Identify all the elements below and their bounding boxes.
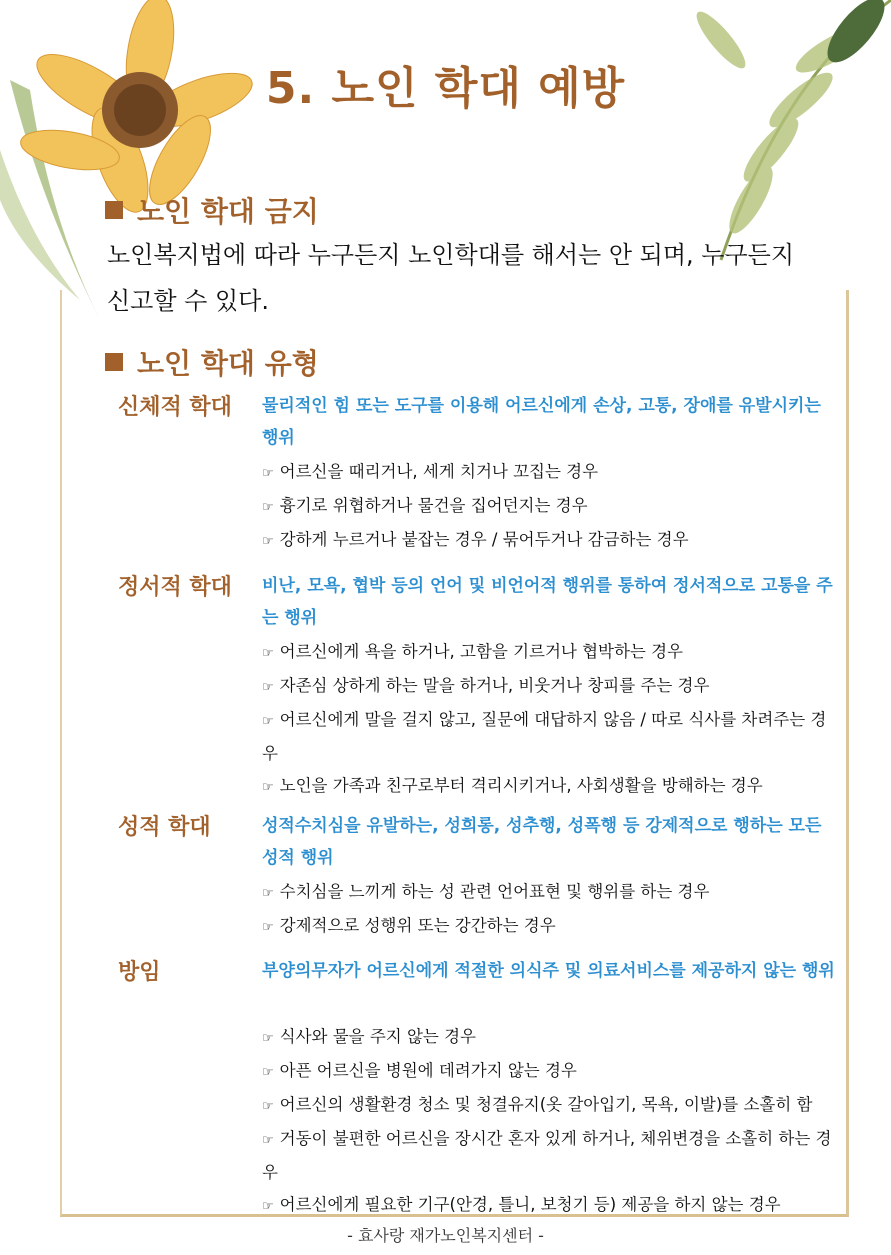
example-item <box>262 704 842 770</box>
pointing-hand-icon: ☞ <box>262 780 274 795</box>
example-item <box>262 670 842 704</box>
example-text: 어르신에게 욕을 하거나, 고함을 기르거나 협박하는 경우 <box>279 642 683 661</box>
pointing-hand-icon: ☞ <box>262 920 274 935</box>
example-text: 식사와 물을 주지 않는 경우 <box>279 1027 476 1046</box>
abuse-type-label: 신체적 학대 <box>118 395 232 420</box>
prohibition-text: 노인복지법에 따라 누구든지 노인학대를 해서는 안 되며, 누구든지 신고할 수 있다. <box>107 241 794 315</box>
example-text: 수치심을 느끼게 하는 성 관련 언어표현 및 행위를 하는 경우 <box>279 882 710 901</box>
example-item <box>262 1055 842 1089</box>
example-item <box>262 1089 842 1123</box>
example-list <box>262 636 842 804</box>
square-bullet-icon <box>105 353 123 371</box>
pointing-hand-icon: ☞ <box>262 680 274 695</box>
example-item <box>262 490 842 524</box>
example-item <box>262 1189 842 1223</box>
example-item <box>262 1123 842 1189</box>
pointing-hand-icon: ☞ <box>262 714 274 729</box>
example-text: 어르신의 생활환경 청소 및 청결유지(옷 갈아입기, 목욕, 이발)를 소홀히 함 <box>279 1095 813 1114</box>
example-text: 강제적으로 성행위 또는 강간하는 경우 <box>279 916 556 935</box>
pointing-hand-icon: ☞ <box>262 886 274 901</box>
example-item <box>262 636 842 670</box>
pointing-hand-icon: ☞ <box>262 466 274 481</box>
section-heading-types <box>105 342 319 382</box>
example-text: 강하게 누르거나 붙잡는 경우 / 묶어두거나 감금하는 경우 <box>279 530 689 549</box>
example-item <box>262 876 842 910</box>
abuse-type-description: 부양의무자가 어르신에게 적절한 의식주 및 의료서비스를 제공하지 않는 행위 <box>262 961 835 981</box>
leaves-illustration <box>631 0 891 270</box>
example-item <box>262 456 842 490</box>
example-item <box>262 770 842 804</box>
example-text: 어르신에게 말을 걸지 않고, 질문에 대답하지 않음 / 따로 식사를 차려주는 경우 <box>262 710 827 763</box>
example-text: 거동이 불편한 어르신을 장시간 혼자 있게 하거나, 체위변경을 소홀히 하는 경우 <box>262 1129 832 1182</box>
abuse-type-label: 방임 <box>118 960 161 985</box>
example-text: 노인을 가족과 친구로부터 격리시키거나, 사회생활을 방해하는 경우 <box>279 776 763 795</box>
pointing-hand-icon: ☞ <box>262 1199 274 1214</box>
heading-text: 노인 학대 금지 <box>137 195 319 228</box>
example-text: 자존심 상하게 하는 말을 하거나, 비웃거나 창피를 주는 경우 <box>279 676 710 695</box>
example-text: 흉기로 위협하거나 물건을 집어던지는 경우 <box>279 496 588 515</box>
pointing-hand-icon: ☞ <box>262 534 274 549</box>
square-bullet-icon <box>105 201 123 219</box>
pointing-hand-icon: ☞ <box>262 1099 274 1114</box>
example-text: 어르신에게 필요한 기구(안경, 틀니, 보청기 등) 제공을 하지 않는 경우 <box>279 1195 781 1214</box>
section-heading-prohibition <box>105 190 319 230</box>
pointing-hand-icon: ☞ <box>262 1065 274 1080</box>
abuse-type-description: 물리적인 힘 또는 도구를 이용해 어르신에게 손상, 고통, 장애를 유발시키는 행위 <box>262 396 821 448</box>
example-item <box>262 910 842 944</box>
example-list <box>262 876 842 944</box>
example-item <box>262 1021 842 1055</box>
abuse-type-description: 비난, 모욕, 협박 등의 언어 및 비언어적 행위를 통하여 정서적으로 고통을 주는 행위 <box>262 576 833 628</box>
pointing-hand-icon: ☞ <box>262 646 274 661</box>
footer-center-name: - 효사랑 재가노인복지센터 - <box>347 1226 544 1245</box>
page-title: 5. 노인 학대 예방 <box>265 63 626 114</box>
example-text: 아픈 어르신을 병원에 데려가지 않는 경우 <box>279 1061 577 1080</box>
abuse-type-description: 성적수치심을 유발하는, 성희롱, 성추행, 성폭행 등 강제적으로 행하는 모든 성적 행위 <box>262 816 822 868</box>
abuse-type-label: 성적 학대 <box>118 815 211 840</box>
example-item <box>262 524 842 558</box>
pointing-hand-icon: ☞ <box>262 1031 274 1046</box>
example-text: 어르신을 때리거나, 세게 치거나 꼬집는 경우 <box>279 462 599 481</box>
example-list <box>262 1021 842 1223</box>
pointing-hand-icon: ☞ <box>262 1133 274 1148</box>
heading-text: 노인 학대 유형 <box>137 347 319 380</box>
abuse-type-label: 정서적 학대 <box>118 575 232 600</box>
example-list <box>262 456 842 558</box>
pointing-hand-icon: ☞ <box>262 500 274 515</box>
